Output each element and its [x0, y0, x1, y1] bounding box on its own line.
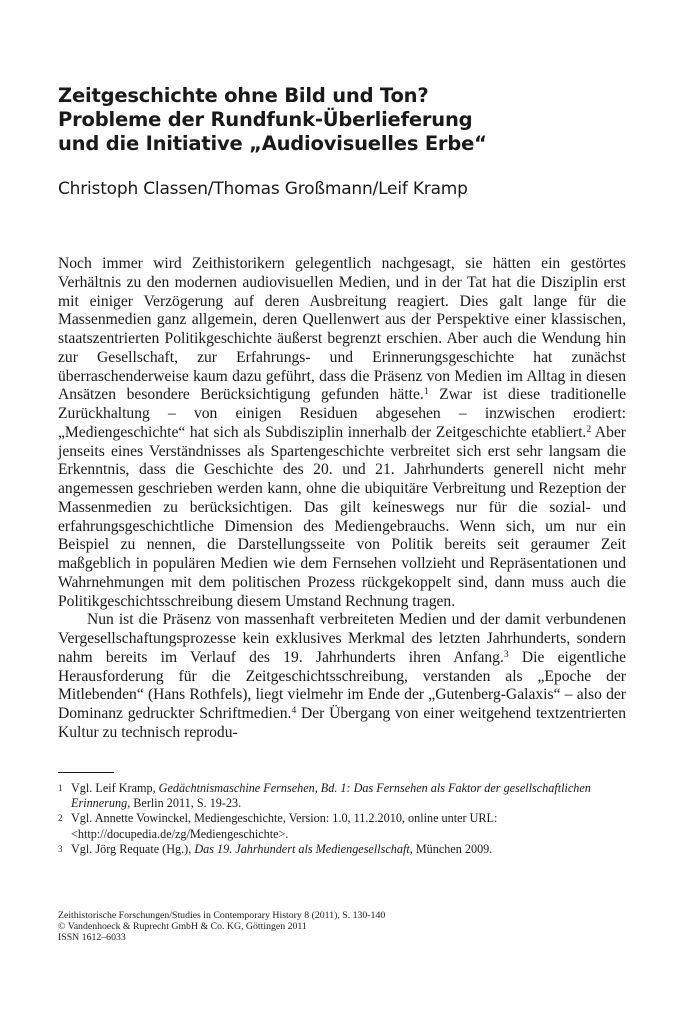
journal-citation: Zeithistorische Forschungen/Studies in Contemporary History 8 (2011), S. 130-140 — [58, 910, 386, 921]
body-text: Nun ist die Präsenz von massenhaft verbreiteten Medien und der damit verbundenen Vergesellschaftungsprozesse kein exklusives Merkmal des letzten Jahrhunderts, sondern nahm bereits im Verlauf des 19. Jahrhunderts ihren Anfang. — [58, 611, 626, 666]
article-title — [58, 84, 626, 156]
footnote — [58, 781, 603, 811]
issn-line: ISSN 1612–6033 — [58, 932, 126, 944]
body-text: Der Übergang von einer weitgehend textzentrierten Kultur zu technisch reprodu- — [58, 705, 626, 741]
footnote-number: 2 — [58, 813, 63, 824]
footnote — [58, 842, 603, 857]
footnote-text-part: Vgl. Annette Vowinckel, Mediengeschichte, Version: 1.0, 11.2.2010, online unter URL: <http://docupedia.de/zg/Mediengeschichte>. — [71, 811, 498, 841]
article-body — [58, 255, 626, 743]
footnote-number: 1 — [58, 783, 63, 793]
footnote-text-part: Vgl. Leif Kramp, — [71, 781, 159, 795]
footnote-text-part: Vgl. Jörg Requate (Hg.), — [71, 841, 195, 856]
footnote-text-part: Berlin 2011, S. 19-23. — [130, 796, 242, 811]
footnote-book-title: Das 19. Jahrhundert als Mediengesellschaft — [194, 841, 410, 856]
footnote-text — [71, 842, 603, 857]
body-text: Noch immer wird Zeithistorikern gelegentlich nachgesagt, sie hätten ein gestörtes Verhältnis zu den modernen audiovisuellen Medien, und in der Tat hat die Disziplin erst mit einiger Verzögerung auf deren Ausbreitung reagiert. Dies galt lange für die Massenmedien ganz allgemein, deren Quellenwert aus der Perspektive einer klassischen, staatszentrierten Politikgeschichte äußerst begrenzt erschien. Aber auch die Wendung hin zur Gesellschaft, zur Erfahrungs- und Erinnerungsgeschichte hat zunächst überraschenderweise kaum dazu geführt, dass die Präsenz von Medien im Alltag in diesen Ansätzen besondere Berücksichtigung gefunden hätte. — [58, 255, 626, 404]
footnote-divider — [58, 772, 114, 773]
footnote-ref[interactable]: 3 — [503, 649, 509, 660]
footnote-book-title: Gedächtnismaschine Fernsehen, Bd. 1: Das Fernsehen als Faktor der gesellschaftlichen Erinnerung, — [71, 781, 591, 811]
title-line: und die Initiative „Audiovisuelles Erbe“ — [58, 132, 487, 155]
title-line: Probleme der Rundfunk-Überlieferung — [58, 108, 473, 131]
copyright-line: © Vandenhoeck & Ruprecht GmbH & Co. KG, Göttingen 2011 — [58, 921, 307, 933]
footnote-text — [71, 811, 603, 841]
footnote-text — [71, 781, 603, 811]
footnote-number: 3 — [58, 843, 63, 854]
page-footer — [58, 910, 458, 944]
footnote-text-part: , München 2009. — [409, 841, 493, 856]
footnotes — [58, 781, 603, 857]
body-paragraph — [58, 611, 626, 742]
body-text: Die eigentliche Herausforderung für die Zeitgeschichtsschreibung, verstanden als „Epoche der Mitlebenden“ (Hans Rothfels), liegt vielmehr im Ende der „Gutenberg-Galaxis“ – also der Dominanz gedruckter Schriftmedien. — [58, 648, 626, 722]
footnote-ref[interactable]: 1 — [423, 387, 429, 398]
title-line: Zeitgeschichte ohne Bild und Ton? — [58, 84, 429, 107]
body-paragraph — [58, 255, 626, 611]
body-text: Zwar ist diese traditionelle Zurückhaltung – von einigen Residuen abgesehen – inzwischen erodiert: „Mediengeschichte“ hat sich als Subdisziplin innerhalb der Zeitgeschichte etabliert. — [58, 386, 626, 441]
footnote-ref[interactable]: 2 — [586, 424, 592, 435]
article-authors: Christoph Classen/Thomas Großmann/Leif Kramp — [58, 179, 468, 199]
footnote-ref[interactable]: 4 — [291, 706, 297, 716]
footnote — [58, 811, 603, 841]
body-text: Aber jenseits eines Verständnisses als Spartengeschichte verbreitet sich erst sehr langsam die Erkenntnis, dass die Geschichte des 20. und 21. Jahrhunderts generell nicht mehr angemessen geschrieben werden kann, ohne die ubiquitäre Verbreitung und Rezeption der Massenmedien zu berücksichtigen. Das gilt keineswegs nur für die sozial- und erfahrungsgeschichtliche Dimension des Mediengebrauchs. Wenn sich, um nur ein Beispiel zu nennen, die Darstellungsseite von Politik bereits seit geraumer Zeit maßgeblich in populären Medien wie dem Fernsehen vollzieht und Repräsentationen und Wahrnehmungen mit dem politischen Prozess rückgekoppelt sind, dann muss auch die Politikgeschichtsschreibung diesem Umstand Rechnung tragen. — [58, 423, 626, 610]
